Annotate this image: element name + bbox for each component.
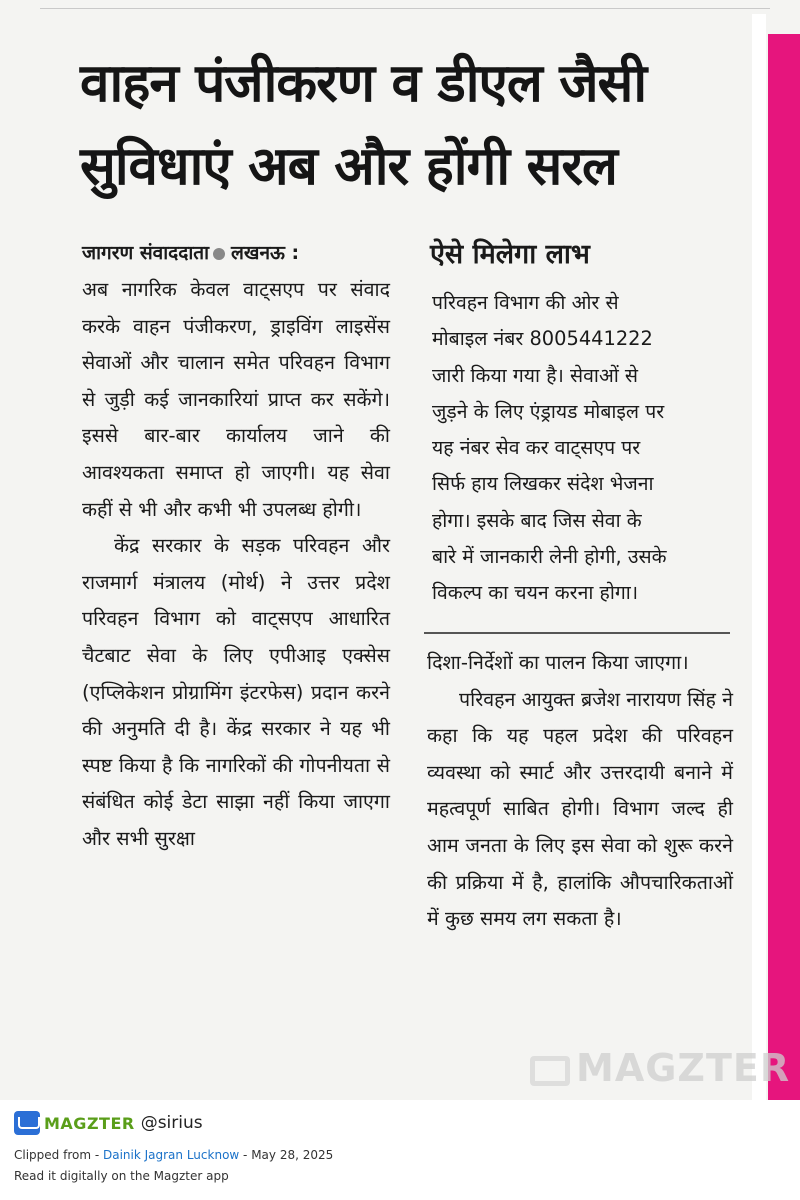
magzter-cart-icon: [14, 1111, 40, 1135]
clip-footer: [14, 1108, 784, 1183]
info-line: परिवहन विभाग की ओर से: [432, 291, 619, 314]
top-rule: [40, 8, 770, 9]
paragraph: केंद्र सरकार के सड़क परिवहन और राजमार्ग मंत्रालय (मोर्थ) ने उत्तर प्रदेश परिवहन विभाग को वाट्सएप आधारित चैटबाट सेवा के लिए एपीआइ एक्सेस (एप्लिकेशन प्रोग्रामिंग इंटरफेस) प्रदान करने की अनुमति दी है। केंद्र सरकार ने यह भी स्पष्ट किया है कि नागरिकों की गोपनीयता से संबंधित कोई डेटा साझा नहीं किया जाएगा और सभी सुरक्षा: [82, 534, 390, 850]
info-box: [432, 285, 727, 612]
byline: [82, 237, 422, 269]
info-line: सिर्फ हाय लिखकर संदेश भेजना: [432, 472, 654, 496]
accent-bar: [768, 34, 800, 1100]
info-line: विकल्प का चयन करना होगा।: [432, 581, 639, 605]
box-title: ऐसे मिलेगा लाभ: [430, 239, 590, 270]
info-line: मोबाइल नंबर 8005441222: [432, 327, 653, 351]
headline-line-2: सुविधाएं अब और होंगी सरल: [80, 136, 617, 197]
info-line: जुड़ने के लिए एंड्रायड मोबाइल पर: [432, 399, 665, 423]
brand-row: [14, 1108, 784, 1138]
magzter-watermark: [530, 1046, 790, 1090]
clip-date: May 28, 2025: [251, 1148, 334, 1162]
reporter: जागरण संवाददाता: [82, 242, 210, 264]
bullet-icon: [213, 248, 225, 260]
brand-name: MAGZTER: [44, 1113, 135, 1133]
headline-line-1: वाहन पंजीकरण व डीएल जैसी: [80, 53, 647, 114]
right-column: [427, 645, 733, 938]
publication-link[interactable]: Dainik Jagran Lucknow: [102, 1148, 240, 1162]
read-digitally-line: Read it digitally on the Magzter app: [14, 1169, 229, 1183]
info-line: होगा। इसके बाद जिस सेवा के: [432, 508, 642, 532]
paragraph: परिवहन आयुक्त ब्रजेश नारायण सिंह ने कहा कि यह पहल प्रदेश की परिवहन व्यवस्था को स्मार्ट और उत्तरदायी बनाने में महत्वपूर्ण साबित होगी। विभाग जल्द ही आम जनता के लिए इस सेवा को शुरू करने की प्रक्रिया में है, हालांकि औपचारिकताओं में कुछ समय लग सकता है।: [427, 687, 733, 931]
headline: [80, 42, 760, 208]
clipped-prefix: Clipped from -: [14, 1148, 103, 1162]
watermark-text: MAGZTER: [576, 1046, 791, 1090]
info-line: बारे में जानकारी लेनी होगी, उसके: [432, 545, 667, 569]
clipped-from-line: [14, 1148, 784, 1162]
dateline-place: लखनऊ :: [231, 242, 300, 264]
paragraph: दिशा-निर्देशों का पालन किया जाएगा।: [427, 651, 689, 674]
info-line: जारी किया गया है। सेवाओं से: [432, 363, 639, 387]
date-separator: -: [239, 1148, 252, 1162]
info-line: यह नंबर सेव कर वाट्सएप पर: [432, 436, 641, 460]
watermark-logo-icon: [530, 1056, 570, 1086]
paragraph: अब नागरिक केवल वाट्सएप पर संवाद करके वाहन पंजीकरण, ड्राइविंग लाइसेंस सेवाओं और चालान समेत परिवहन विभाग से जुड़ी कई जानकारियां प्राप्त कर सकेंगे। इससे बार-बार कार्यालय जाने की आवश्यकता समाप्त हो जाएगी। यह सेवा कहीं से भी और कभी भी उपलब्ध होगी।: [82, 278, 390, 521]
left-column: [82, 272, 390, 858]
box-divider: [424, 632, 730, 634]
username[interactable]: @sirius: [140, 1113, 203, 1133]
